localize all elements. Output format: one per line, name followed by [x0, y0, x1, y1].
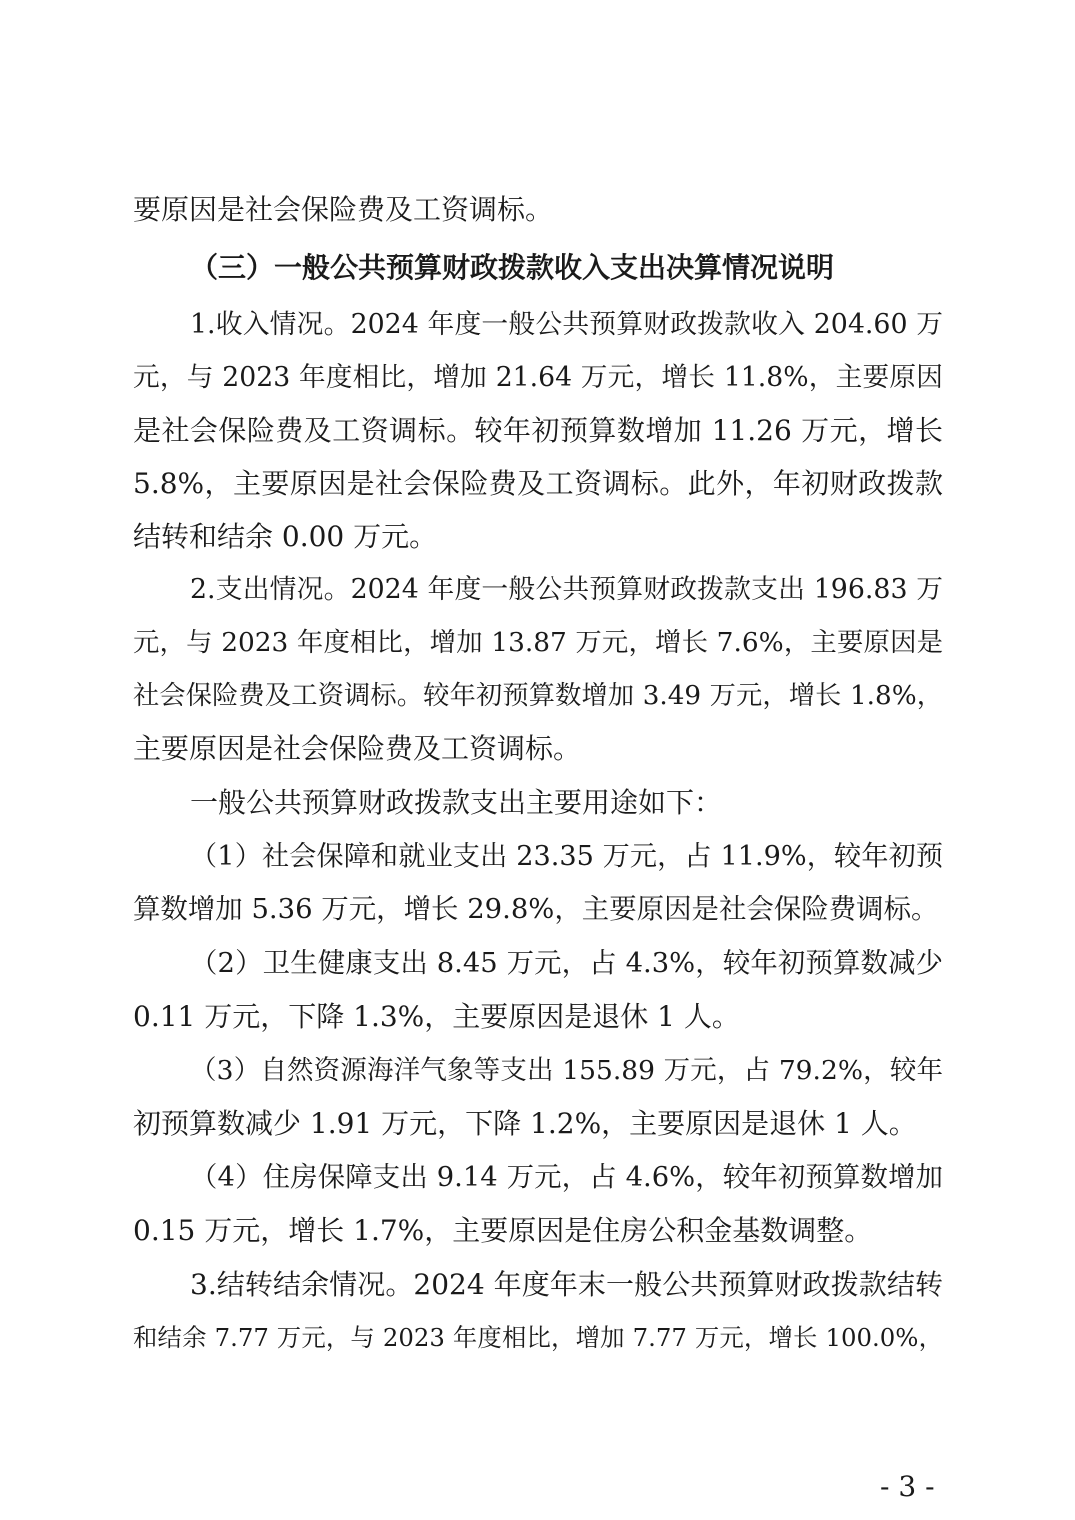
text-line: 社会保险费及工资调标。较年初预算数增加 3.49 万元，增长 1.8%， [133, 681, 943, 711]
text-line: 算数增加 5.36 万元，增长 29.8%，主要原因是社会保险费调标。 [133, 894, 939, 925]
text-line: 元，与 2023 年度相比，增加 21.64 万元，增长 11.8%，主要原因 [133, 362, 943, 393]
text-line: （3）自然资源海洋气象等支出 155.89 万元，占 79.2%，较年 [190, 1055, 943, 1086]
text-line: 一般公共预算财政拨款支出主要用途如下： [190, 786, 723, 819]
section-heading: （三）一般公共预算财政拨款收入支出决算情况说明 [190, 251, 835, 284]
page-number: - 3 - [880, 1470, 935, 1503]
text-line: 3.结转结余情况。2024 年度年末一般公共预算财政拨款结转 [190, 1268, 943, 1301]
text-line: 2.支出情况。2024 年度一般公共预算财政拨款支出 196.83 万 [190, 574, 943, 605]
text-line: （4）住房保障支出 9.14 万元，占 4.6%，较年初预算数增加 [190, 1162, 943, 1193]
text-line: 元，与 2023 年度相比，增加 13.87 万元，增长 7.6%，主要原因是 [133, 628, 943, 658]
text-line: 5.8%，主要原因是社会保险费及工资调标。此外，年初财政拨款 [133, 467, 943, 500]
text-line: 主要原因是社会保险费及工资调标。 [133, 732, 582, 765]
text-line: 0.15 万元，增长 1.7%，主要原因是住房公积金基数调整。 [133, 1214, 873, 1247]
text-line: 要原因是社会保险费及工资调标。 [133, 193, 554, 226]
text-line: 1.收入情况。2024 年度一般公共预算财政拨款收入 204.60 万 [190, 309, 943, 340]
text-line: 结转和结余 0.00 万元。 [133, 520, 438, 553]
text-line: 是社会保险费及工资调标。较年初预算数增加 11.26 万元，增长 [133, 414, 943, 447]
text-line: （2）卫生健康支出 8.45 万元，占 4.3%，较年初预算数减少 [190, 948, 943, 979]
text-line: 和结余 7.77 万元，与 2023 年度相比，增加 7.77 万元，增长 100.0%， [133, 1323, 943, 1352]
text-line: （1）社会保障和就业支出 23.35 万元，占 11.9%，较年初预 [190, 841, 943, 872]
text-line: 初预算数减少 1.91 万元，下降 1.2%，主要原因是退休 1 人。 [133, 1107, 917, 1140]
text-line: 0.11 万元，下降 1.3%，主要原因是退休 1 人。 [133, 1000, 740, 1033]
